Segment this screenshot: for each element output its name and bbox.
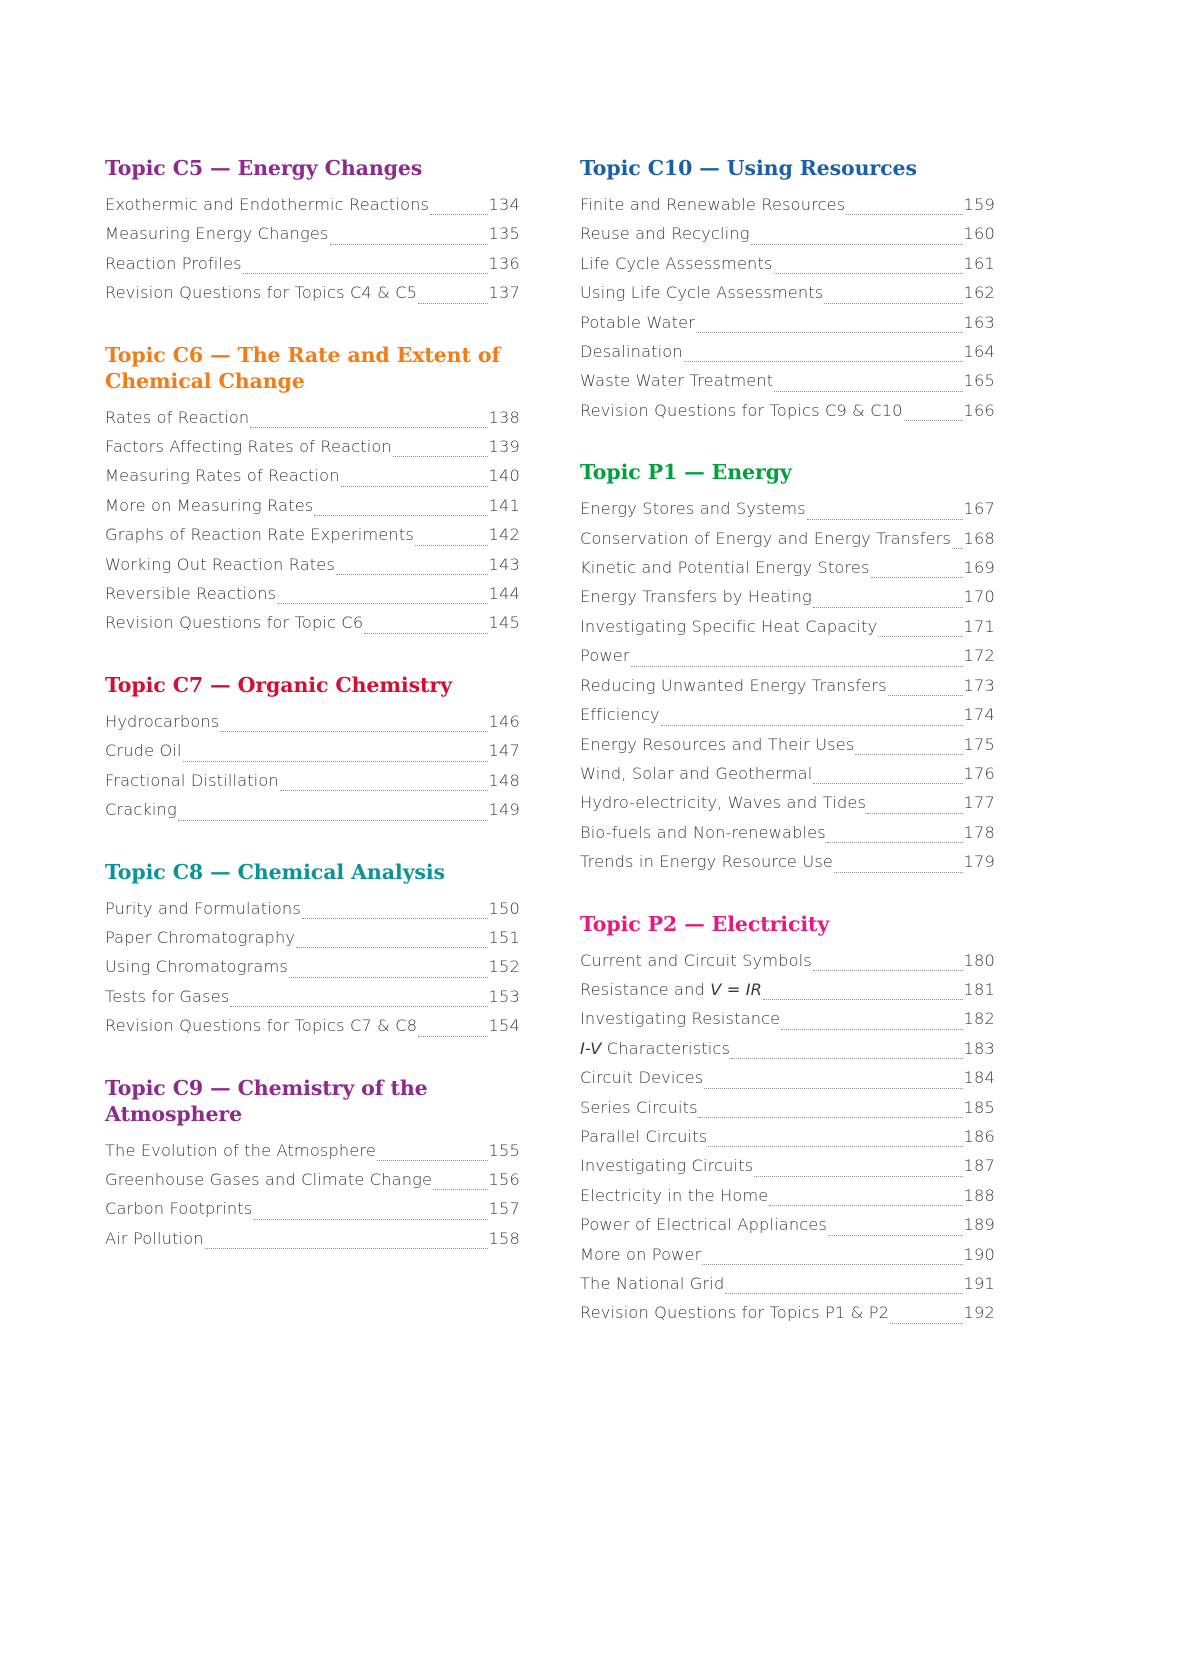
toc-entry-page-number: 141: [488, 495, 520, 515]
toc-entry-title: Wind, Solar and Geothermal: [580, 763, 813, 783]
toc-entry-title: Reducing Unwanted Energy Transfers: [580, 675, 887, 695]
toc-leader-dots: [205, 1237, 488, 1253]
toc-entry-page-number: 164: [963, 342, 995, 362]
toc-leader-dots: [774, 262, 963, 278]
toc-leader-dots: [702, 1253, 962, 1269]
toc-entry-page-number: 184: [963, 1068, 995, 1088]
toc-entry-page-number: 157: [488, 1199, 520, 1219]
toc-entry[interactable]: [105, 736, 520, 765]
toc-entry-page-number: 138: [488, 407, 520, 427]
toc-entry-title: Conservation of Energy and Energy Transfers: [580, 528, 951, 548]
toc-entry-title: Reuse and Recycling: [580, 224, 750, 244]
toc-leader-dots: [855, 743, 962, 759]
toc-entry[interactable]: [580, 847, 995, 876]
toc-leader-dots: [952, 537, 963, 553]
toc-entry-page-number: 156: [488, 1169, 520, 1189]
toc-entry[interactable]: [105, 923, 520, 952]
topic-section-c8: [105, 859, 520, 1041]
toc-entry-title: Revision Questions for Topics C9 & C10: [580, 400, 903, 420]
topic-heading-c5: Topic C5 — Energy Changes: [105, 156, 423, 180]
toc-leader-dots: [696, 321, 962, 337]
toc-leader-dots: [763, 988, 962, 1004]
toc-entry[interactable]: [580, 366, 995, 395]
toc-entry[interactable]: [580, 1181, 995, 1210]
toc-leader-dots: [178, 809, 488, 825]
toc-entry-title: Using Chromatograms: [105, 957, 288, 977]
toc-entry-page-number: 167: [963, 499, 995, 519]
topic-heading-c10: Topic C10 — Using Resources: [580, 156, 917, 180]
toc-entry[interactable]: [580, 1269, 995, 1298]
toc-entry[interactable]: [105, 550, 520, 579]
toc-entry-page-number: 149: [488, 800, 520, 820]
toc-entry[interactable]: [580, 1210, 995, 1239]
toc-leader-dots: [813, 959, 963, 975]
toc-entry[interactable]: [580, 612, 995, 641]
toc-leader-dots: [415, 534, 488, 550]
toc-entry-title: Current and Circuit Symbols: [580, 950, 812, 970]
toc-leader-dots: [330, 233, 488, 249]
toc-entry-page-number: 183: [963, 1038, 995, 1058]
toc-entry[interactable]: [580, 582, 995, 611]
toc-entry[interactable]: [105, 249, 520, 278]
toc-entry-title: Revision Questions for Topic C6: [105, 613, 364, 633]
toc-entry-title: Energy Transfers by Heating: [580, 587, 812, 607]
topic-entry-list-c9: [105, 1136, 520, 1254]
toc-entry[interactable]: [105, 766, 520, 795]
toc-entry-italic-term: I-V: [580, 1038, 602, 1058]
toc-entry[interactable]: [105, 1194, 520, 1223]
toc-leader-dots: [731, 1047, 962, 1063]
toc-entry[interactable]: [580, 1034, 995, 1063]
toc-entry[interactable]: [580, 1240, 995, 1269]
toc-leader-dots: [704, 1077, 962, 1093]
toc-entry-page-number: 135: [488, 224, 520, 244]
toc-entry-title: Working Out Reaction Rates: [105, 554, 336, 574]
toc-entry[interactable]: [580, 553, 995, 582]
toc-entry[interactable]: [580, 1004, 995, 1033]
toc-entry-title: Fractional Distillation: [105, 770, 279, 790]
toc-entry[interactable]: [580, 1151, 995, 1180]
toc-leader-dots: [878, 625, 962, 641]
toc-entry-title: Investigating Circuits: [580, 1156, 754, 1176]
toc-entry-title: Life Cycle Assessments: [580, 253, 773, 273]
toc-entry-page-number: 179: [963, 852, 995, 872]
toc-entry-page-number: 134: [488, 195, 520, 214]
toc-entry-page-number: 166: [963, 400, 995, 420]
toc-entry-title: Cracking: [105, 800, 177, 820]
toc-leader-dots: [418, 292, 487, 308]
toc-entry-page-number: 144: [488, 584, 520, 604]
toc-entry[interactable]: [580, 641, 995, 670]
toc-leader-dots: [418, 1025, 487, 1041]
toc-entry-title: Circuit Devices: [580, 1068, 704, 1088]
toc-entry-page-number: 190: [963, 1244, 995, 1264]
toc-entry-page-number: 178: [963, 822, 995, 842]
toc-entry-page-number: 146: [488, 711, 520, 731]
toc-entry-title: Using Life Cycle Assessments: [580, 283, 824, 303]
toc-entry-title: Efficiency: [580, 705, 660, 725]
toc-entry-title: Measuring Rates of Reaction: [105, 466, 340, 486]
toc-entry-page-number: 176: [963, 763, 995, 783]
toc-entry-title: I-V Characteristics: [580, 1038, 731, 1058]
toc-leader-dots: [774, 380, 962, 396]
topic-entry-list-c6: [105, 403, 520, 638]
toc-entry-page-number: 152: [488, 957, 520, 977]
toc-entry-page-number: 192: [963, 1303, 995, 1323]
toc-entry-page-number: 162: [963, 283, 995, 303]
toc-entry-page-number: 189: [963, 1215, 995, 1235]
toc-entry-page-number: 159: [963, 195, 995, 214]
toc-leader-dots: [828, 1224, 963, 1240]
toc-leader-dots: [827, 831, 963, 847]
toc-entry[interactable]: [580, 818, 995, 847]
topic-heading-p1: Topic P1 — Energy: [580, 460, 792, 485]
toc-entry-title: Desalination: [580, 342, 683, 362]
toc-leader-dots: [230, 995, 487, 1011]
topic-entry-list-p1: [580, 494, 995, 876]
topic-heading-c6: Topic C6 — The Rate and Extent of Chemical Change: [105, 342, 501, 393]
toc-entry-title: Series Circuits: [580, 1097, 698, 1117]
toc-entry[interactable]: [580, 1298, 995, 1327]
toc-entry-page-number: 160: [963, 224, 995, 244]
toc-entry-title: Power of Electrical Appliances: [580, 1215, 827, 1235]
toc-entry[interactable]: [105, 1011, 520, 1040]
toc-entry[interactable]: [580, 524, 995, 553]
toc-leader-dots: [867, 802, 962, 818]
topic-section-p1: [580, 459, 995, 876]
toc-leader-dots: [289, 966, 488, 982]
toc-leader-dots: [807, 508, 963, 524]
right-column: [580, 155, 995, 1328]
toc-entry[interactable]: [105, 894, 520, 923]
toc-entry[interactable]: [580, 975, 995, 1004]
toc-entry-page-number: 172: [963, 646, 995, 666]
toc-entry-title: Reversible Reactions: [105, 584, 277, 604]
toc-leader-dots: [751, 233, 963, 249]
toc-entry-title: Hydrocarbons: [105, 711, 220, 731]
toc-entry-title: Potable Water: [580, 312, 696, 332]
toc-entry[interactable]: [105, 795, 520, 824]
topic-entry-list-c7: [105, 707, 520, 825]
toc-entry-page-number: 174: [963, 705, 995, 725]
toc-entry[interactable]: [580, 700, 995, 729]
topic-heading-c7: Topic C7 — Organic Chemistry: [105, 672, 452, 697]
toc-leader-dots: [220, 720, 487, 736]
toc-entry-page-number: 148: [488, 770, 520, 790]
toc-entry-page-number: 187: [963, 1156, 995, 1176]
toc-entry-page-number: 165: [963, 371, 995, 391]
toc-entry[interactable]: [580, 671, 995, 700]
toc-entry-page-number: 153: [488, 986, 520, 1006]
toc-entry-page-number: 142: [488, 525, 520, 545]
toc-entry[interactable]: [105, 278, 520, 307]
toc-entry-title: Energy Stores and Systems: [580, 499, 806, 519]
toc-entry-page-number: 150: [488, 898, 520, 918]
toc-entry-page-number: 151: [488, 927, 520, 947]
toc-entry[interactable]: [580, 1063, 995, 1092]
toc-entry-title: The National Grid: [580, 1274, 725, 1293]
topic-section-c7: [105, 672, 520, 825]
toc-entry-title: Trends in Energy Resource Use: [580, 852, 834, 872]
toc-entry-page-number: 169: [963, 558, 995, 578]
toc-leader-dots: [302, 907, 488, 923]
toc-entry-title: Greenhouse Gases and Climate Change: [105, 1169, 433, 1189]
toc-entry-page-number: 171: [963, 616, 995, 636]
toc-entry-title: Energy Resources and Their Uses: [580, 734, 855, 754]
toc-entry[interactable]: [580, 308, 995, 337]
toc-entry-page-number: 158: [488, 1228, 520, 1248]
topic-heading-c9: Topic C9 — Chemistry of the Atmosphere: [105, 1075, 428, 1126]
toc-leader-dots: [813, 772, 962, 788]
toc-entry-page-number: 168: [963, 528, 995, 548]
toc-leader-dots: [813, 596, 963, 612]
toc-entry[interactable]: [105, 1165, 520, 1194]
toc-leader-dots: [661, 714, 963, 730]
toc-entry-page-number: 145: [488, 613, 520, 633]
toc-entry-title: Graphs of Reaction Rate Experiments: [105, 525, 414, 545]
toc-leader-dots: [781, 1018, 962, 1034]
toc-entry[interactable]: [105, 190, 520, 219]
toc-entry-page-number: 185: [963, 1097, 995, 1117]
toc-entry[interactable]: [105, 432, 520, 461]
topic-heading-c8: Topic C8 — Chemical Analysis: [105, 859, 445, 884]
toc-leader-dots: [699, 1106, 963, 1122]
toc-entry[interactable]: [105, 952, 520, 981]
toc-entry-page-number: 143: [488, 554, 520, 574]
toc-entry-title: Kinetic and Potential Energy Stores: [580, 558, 870, 578]
toc-entry[interactable]: [105, 520, 520, 549]
toc-leader-dots: [725, 1282, 962, 1298]
toc-entry[interactable]: [105, 461, 520, 490]
toc-entry-title: Reaction Profiles: [105, 253, 242, 273]
toc-entry-page-number: 154: [488, 1016, 520, 1036]
toc-entry[interactable]: [580, 219, 995, 248]
toc-entry[interactable]: [580, 494, 995, 523]
toc-entry-page-number: 173: [963, 675, 995, 695]
toc-entry[interactable]: [105, 608, 520, 637]
topic-entry-list-c5: [105, 190, 520, 308]
toc-entry-title: Investigating Specific Heat Capacity: [580, 616, 878, 636]
toc-leader-dots: [754, 1165, 962, 1181]
toc-entry-title: Resistance and V = IR: [580, 979, 763, 999]
toc-entry[interactable]: [580, 249, 995, 278]
toc-leader-dots: [890, 1312, 962, 1328]
toc-entry-page-number: 181: [963, 979, 995, 999]
toc-entry-title: Carbon Footprints: [105, 1199, 253, 1219]
topic-entry-list-p2: [580, 946, 995, 1328]
toc-entry-title: Bio-fuels and Non-renewables: [580, 822, 826, 842]
toc-leader-dots: [277, 592, 487, 608]
toc-entry-page-number: 180: [963, 950, 995, 970]
topic-section-c5: [105, 155, 520, 308]
toc-entry-title: Air Pollution: [105, 1228, 204, 1248]
toc-entry-page-number: 136: [488, 253, 520, 273]
toc-entry-title: Finite and Renewable Resources: [580, 195, 846, 214]
toc-entry-title: Paper Chromatography: [105, 927, 296, 947]
toc-entry-title: Parallel Circuits: [580, 1126, 708, 1146]
toc-entry[interactable]: [105, 403, 520, 432]
toc-entry-title: Purity and Formulations: [105, 898, 301, 918]
toc-leader-dots: [341, 475, 488, 491]
toc-entry-page-number: 175: [963, 734, 995, 754]
toc-leader-dots: [243, 262, 488, 278]
toc-entry-page-number: 191: [963, 1274, 995, 1293]
toc-entry[interactable]: [105, 491, 520, 520]
toc-entry-title: More on Power: [580, 1244, 702, 1264]
toc-entry[interactable]: [105, 982, 520, 1011]
toc-leader-dots: [708, 1135, 962, 1151]
toc-entry-title: Revision Questions for Topics C7 & C8: [105, 1016, 418, 1036]
toc-entry-page-number: 182: [963, 1009, 995, 1029]
toc-leader-dots: [377, 1149, 488, 1165]
toc-entry-title: More on Measuring Rates: [105, 495, 314, 515]
topic-heading-p2: Topic P2 — Electricity: [580, 911, 830, 936]
toc-entry[interactable]: [580, 190, 995, 219]
toc-entry-page-number: 137: [488, 283, 520, 303]
toc-leader-dots: [834, 861, 962, 877]
toc-entry-page-number: 161: [963, 253, 995, 273]
toc-leader-dots: [253, 1208, 487, 1224]
toc-entry-page-number: 139: [488, 437, 520, 457]
toc-entry[interactable]: [580, 278, 995, 307]
toc-entry-title: Rates of Reaction: [105, 407, 250, 427]
toc-entry[interactable]: [580, 946, 995, 975]
topic-entry-list-c8: [105, 894, 520, 1041]
toc-entry-page-number: 163: [963, 312, 995, 332]
toc-entry[interactable]: [105, 1224, 520, 1253]
toc-leader-dots: [393, 445, 488, 461]
topic-section-p2: [580, 911, 995, 1328]
toc-entry-page-number: 188: [963, 1185, 995, 1205]
toc-entry-title: Electricity in the Home: [580, 1185, 769, 1205]
toc-entry[interactable]: [105, 579, 520, 608]
toc-entry[interactable]: [580, 788, 995, 817]
toc-entry-title: Revision Questions for Topics C4 & C5: [105, 283, 418, 303]
toc-leader-dots: [336, 563, 487, 579]
topic-section-c9: [105, 1075, 520, 1254]
toc-leader-dots: [183, 750, 488, 766]
toc-leader-dots: [846, 203, 962, 219]
toc-entry[interactable]: [580, 396, 995, 425]
toc-leader-dots: [364, 622, 487, 638]
toc-entry-page-number: 147: [488, 741, 520, 761]
toc-leader-dots: [888, 684, 963, 700]
toc-leader-dots: [871, 566, 963, 582]
toc-leader-dots: [824, 292, 962, 308]
toc-entry[interactable]: [105, 219, 520, 248]
toc-leader-dots: [684, 350, 963, 366]
toc-entry-title: Waste Water Treatment: [580, 371, 774, 391]
contents-columns: [105, 155, 1100, 1328]
toc-leader-dots: [430, 203, 487, 219]
toc-entry[interactable]: [580, 1122, 995, 1151]
toc-entry-page-number: 155: [488, 1140, 520, 1160]
toc-entry-title: Tests for Gases: [105, 986, 230, 1006]
toc-entry-page-number: 170: [963, 587, 995, 607]
toc-entry-title: Power: [580, 646, 630, 666]
toc-entry-page-number: 186: [963, 1126, 995, 1146]
toc-entry[interactable]: [580, 337, 995, 366]
topic-section-c10: [580, 155, 995, 425]
toc-entry-title: Measuring Energy Changes: [105, 224, 329, 244]
toc-entry[interactable]: [105, 1136, 520, 1165]
toc-entry[interactable]: [105, 707, 520, 736]
toc-entry-title: Exothermic and Endothermic Reactions: [105, 195, 430, 214]
toc-leader-dots: [769, 1194, 962, 1210]
toc-entry[interactable]: [580, 1093, 995, 1122]
toc-entry-title: Factors Affecting Rates of Reaction: [105, 437, 392, 457]
toc-entry[interactable]: [580, 759, 995, 788]
toc-entry[interactable]: [580, 730, 995, 759]
toc-leader-dots: [250, 416, 487, 432]
toc-entry-title: Crude Oil: [105, 741, 182, 761]
toc-entry-title: The Evolution of the Atmosphere: [105, 1140, 376, 1160]
toc-leader-dots: [280, 779, 488, 795]
toc-entry-title: Revision Questions for Topics P1 & P2: [580, 1303, 890, 1323]
toc-leader-dots: [314, 504, 487, 520]
left-column: [105, 155, 520, 1253]
toc-leader-dots: [433, 1178, 487, 1194]
toc-entry-title: Hydro-electricity, Waves and Tides: [580, 793, 867, 813]
topic-section-c6: [105, 342, 520, 638]
toc-entry-title: Investigating Resistance: [580, 1009, 781, 1029]
toc-leader-dots: [904, 409, 963, 425]
toc-leader-dots: [631, 655, 963, 671]
toc-entry-page-number: 140: [488, 466, 520, 486]
toc-leader-dots: [296, 936, 487, 952]
toc-entry-page-number: 177: [963, 793, 995, 813]
topic-entry-list-c10: [580, 190, 995, 425]
toc-entry-italic-term: V = IR: [710, 979, 763, 999]
